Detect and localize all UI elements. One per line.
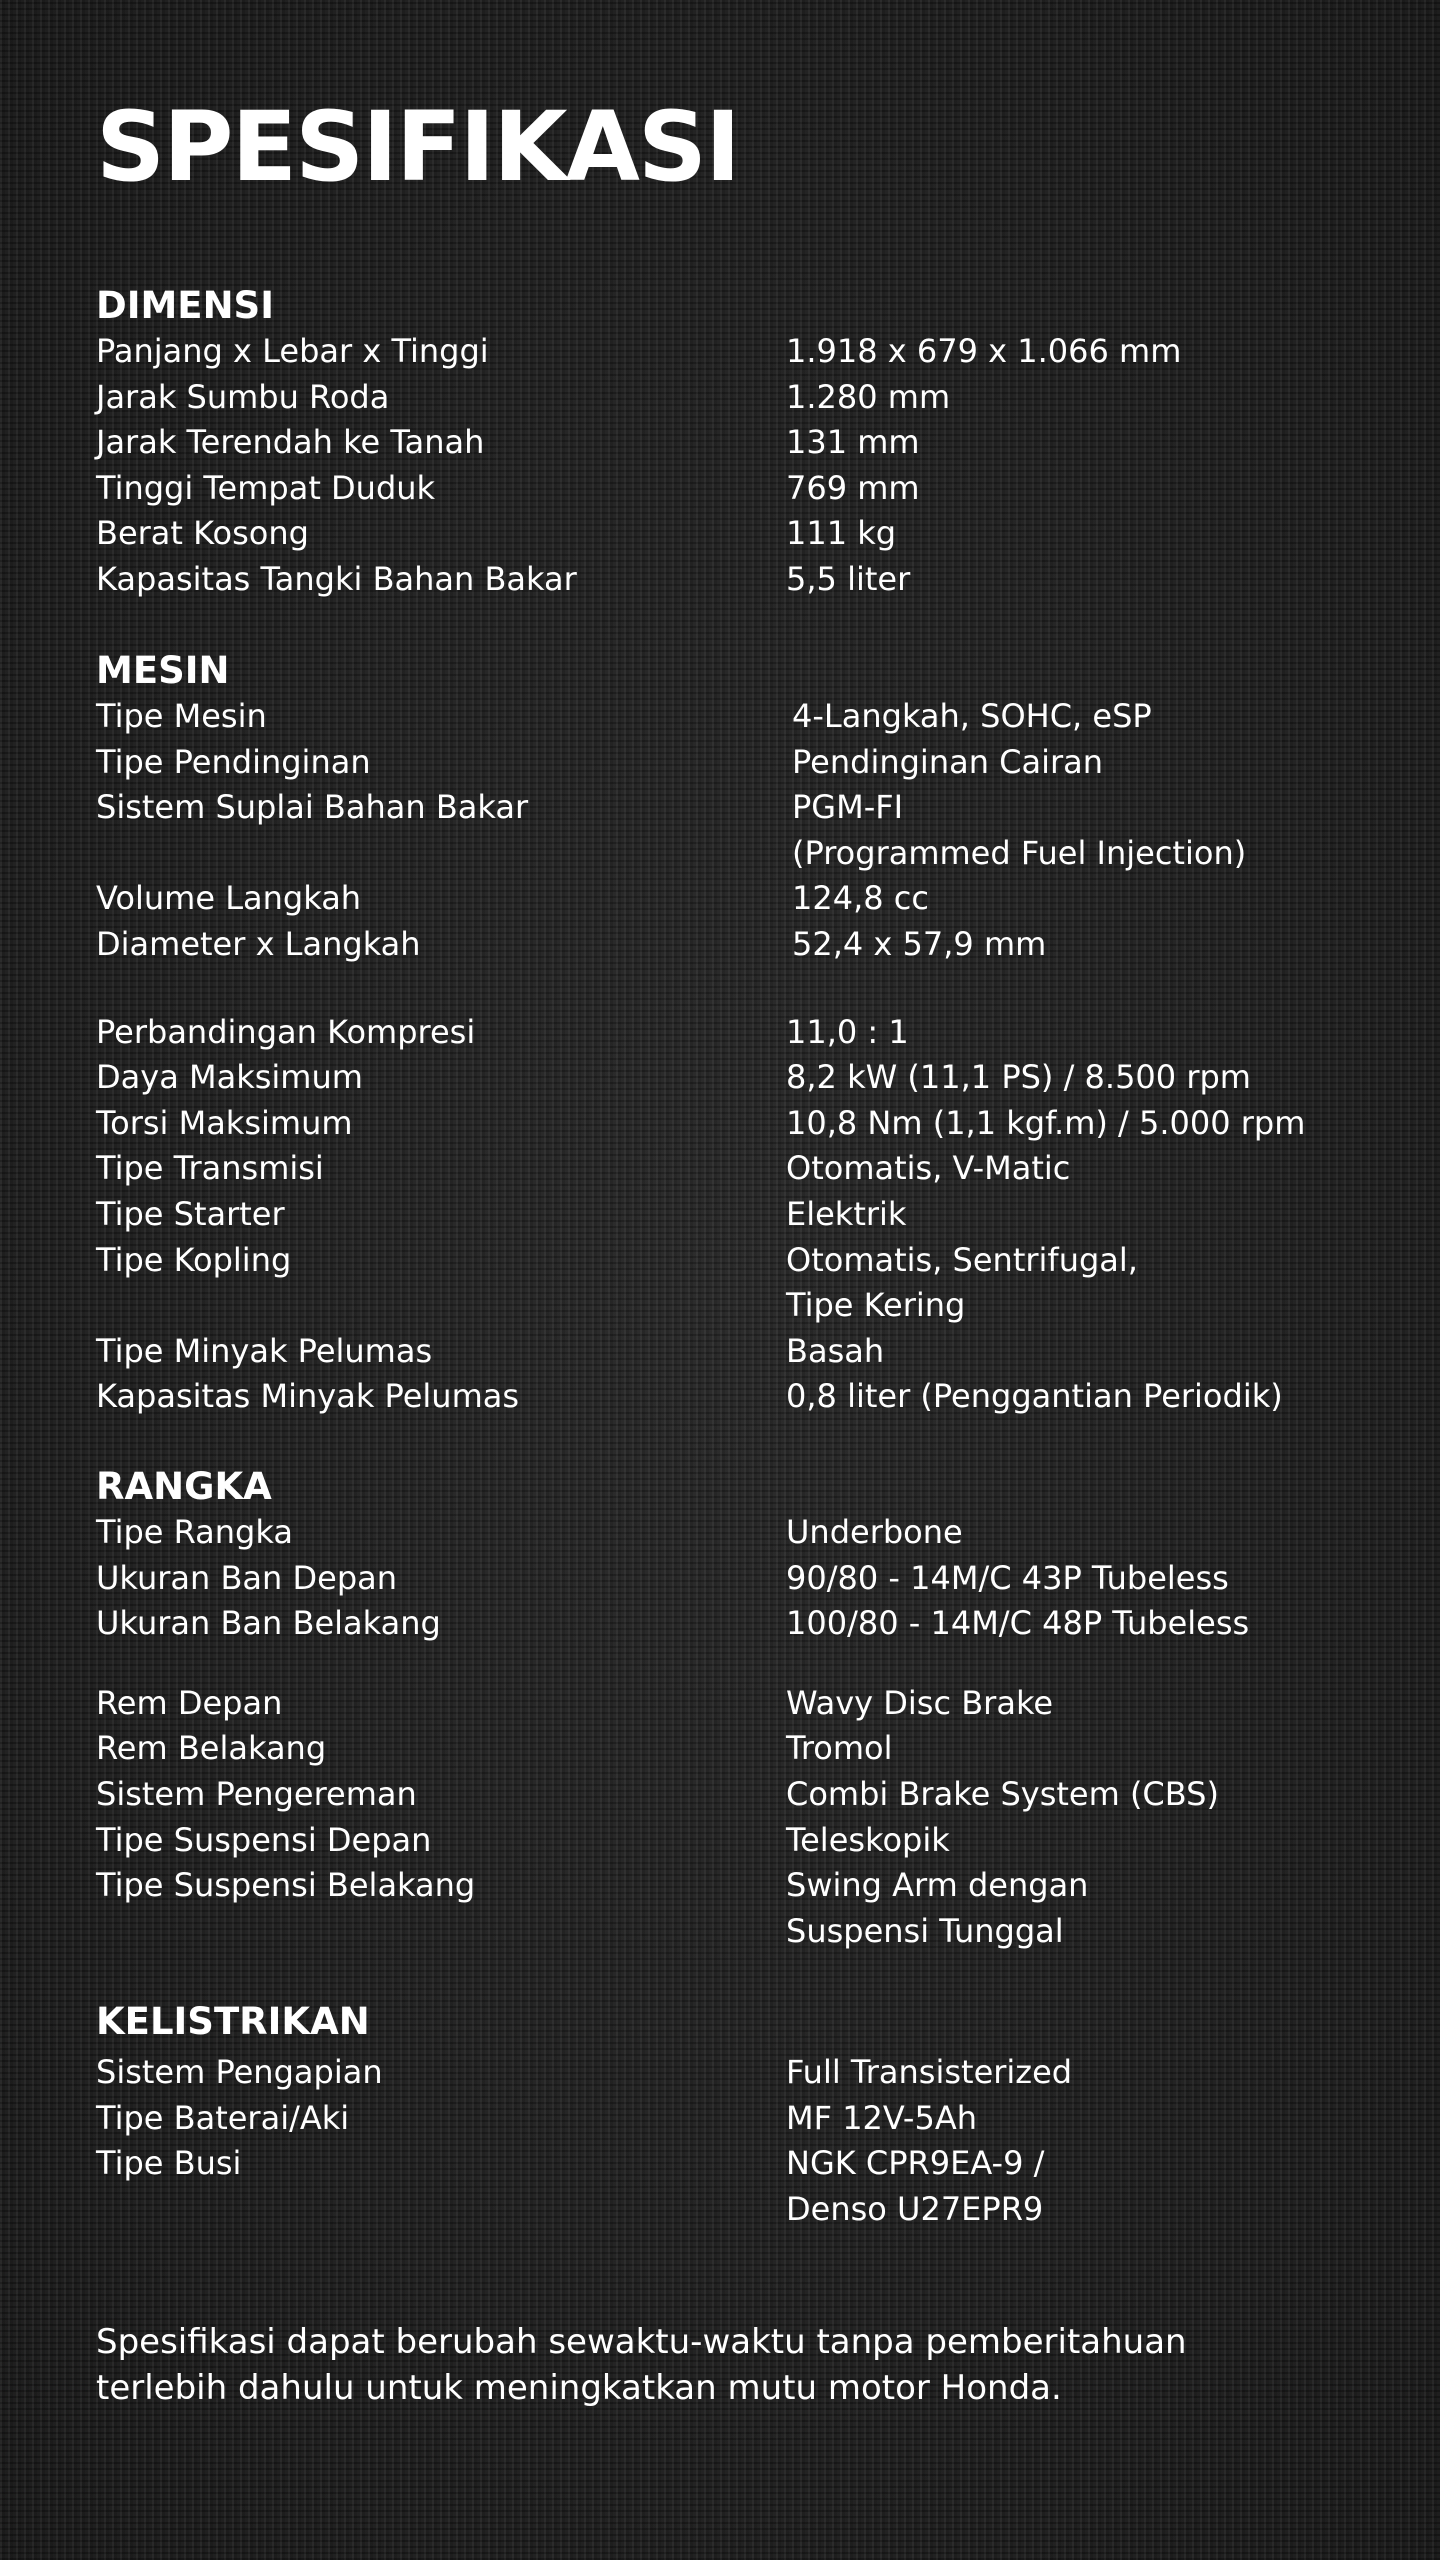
disclaimer-footnote: [96, 2320, 1356, 2411]
spec-value: 131 mm: [786, 423, 920, 462]
section-rangka: [96, 1464, 1356, 1954]
spec-label: Ukuran Ban Depan: [96, 1558, 398, 1597]
spec-label: Tipe Mesin: [96, 697, 267, 735]
spec-label: Berat Kosong: [96, 514, 309, 553]
spec-label: Tipe Starter: [96, 1194, 285, 1233]
spec-value: 0,8 liter (Penggantian Periodik): [786, 1377, 1283, 1416]
spec-row: [96, 466, 1356, 512]
spec-label: Tipe Baterai/Aki: [96, 2098, 350, 2137]
spec-value: Pendinginan Cairan: [792, 742, 1104, 781]
spec-row: [96, 329, 1356, 375]
spec-value-line: PGM-FI: [792, 788, 904, 827]
spec-row: [96, 694, 1356, 740]
spec-value: Combi Brake System (CBS): [786, 1774, 1219, 1813]
spec-label: Perbandingan Kompresi: [96, 1012, 476, 1051]
spec-row: [96, 2096, 1356, 2142]
spec-label: Sistem Suplai Bahan Bakar: [96, 788, 529, 827]
spec-label: Tipe Suspensi Belakang: [96, 1866, 476, 1905]
spec-label: Tipe Rangka: [96, 1513, 293, 1551]
spec-row: [96, 511, 1356, 557]
spec-value: [786, 1863, 1088, 1954]
spec-value: 100/80 - 14M/C 48P Tubeless: [786, 1604, 1250, 1643]
spec-value: Teleskopik: [786, 1820, 950, 1859]
spec-row: [96, 1863, 1356, 1954]
page-title: SPESIFIKASI: [96, 91, 739, 203]
spec-row: [96, 1329, 1356, 1375]
spec-label: Ukuran Ban Belakang: [96, 1604, 441, 1643]
spec-row: [96, 785, 1356, 876]
spec-label: Tipe Pendinginan: [96, 742, 371, 781]
spec-label: Daya Maksimum: [96, 1058, 363, 1097]
section-mesin: [96, 648, 1356, 1420]
spec-row: [96, 922, 1356, 968]
spec-label: Tipe Busi: [96, 2144, 242, 2183]
spec-value: 8,2 kW (11,1 PS) / 8.500 rpm: [786, 1058, 1251, 1097]
spec-value: 1.280 mm: [786, 377, 951, 416]
spec-row: [96, 557, 1356, 603]
spec-label: Jarak Terendah ke Tanah: [96, 423, 485, 462]
spec-value: 4-Langkah, SOHC, eSP: [792, 697, 1152, 735]
spec-row: [96, 1010, 1356, 1056]
spec-value: [792, 785, 1246, 876]
spec-label: Volume Langkah: [96, 879, 362, 918]
spacer: [96, 1647, 1356, 1681]
spec-label: Tinggi Tempat Duduk: [96, 468, 436, 507]
spec-row: [96, 420, 1356, 466]
spec-label: Torsi Maksimum: [96, 1103, 353, 1142]
spec-row: [96, 1772, 1356, 1818]
spec-row: [96, 2141, 1356, 2232]
section-heading: KELISTRIKAN: [96, 2000, 370, 2043]
spec-label: Tipe Minyak Pelumas: [96, 1331, 433, 1370]
section-heading: MESIN: [96, 649, 230, 692]
section-dimensi: [96, 283, 1356, 603]
spec-row: [96, 1681, 1356, 1727]
spec-value-line: NGK CPR9EA-9 /: [786, 2144, 1045, 2183]
spec-label: Panjang x Lebar x Tinggi: [96, 332, 489, 370]
spec-sheet: [96, 0, 1356, 2560]
spec-value: 769 mm: [786, 468, 920, 507]
spec-row: [96, 1192, 1356, 1238]
spec-value: Otomatis, V-Matic: [786, 1149, 1071, 1188]
spec-label: Tipe Transmisi: [96, 1149, 324, 1188]
section-heading: DIMENSI: [96, 284, 274, 327]
spec-row: [96, 1601, 1356, 1647]
spec-value: Basah: [786, 1331, 885, 1370]
spec-label: Jarak Sumbu Roda: [96, 377, 390, 416]
spec-row: [96, 740, 1356, 786]
spec-label: Rem Depan: [96, 1683, 283, 1722]
spec-row: [96, 1818, 1356, 1864]
section-kelistrikan: [96, 1999, 1356, 2232]
spec-value-line: Otomatis, Sentrifugal,: [786, 1240, 1138, 1279]
spec-value-line: (Programmed Fuel Injection): [792, 833, 1247, 872]
spec-value: Tromol: [786, 1729, 893, 1768]
spec-row: [96, 1556, 1356, 1602]
spec-row: [96, 1374, 1356, 1420]
spec-row: [96, 1146, 1356, 1192]
spec-label: Kapasitas Tangki Bahan Bakar: [96, 559, 577, 598]
spec-row: [96, 1101, 1356, 1147]
spec-row: [96, 1510, 1356, 1556]
spec-value: 124,8 cc: [792, 879, 929, 918]
spec-value: 1.918 x 679 x 1.066 mm: [786, 332, 1182, 370]
footnote-line: terlebih dahulu untuk meningkatkan mutu motor Honda.: [96, 2367, 1062, 2408]
spec-value: 5,5 liter: [786, 559, 911, 598]
spec-label: Diameter x Langkah: [96, 924, 421, 963]
section-heading: RANGKA: [96, 1465, 272, 1508]
spec-label: Kapasitas Minyak Pelumas: [96, 1377, 520, 1416]
spec-label: Sistem Pengereman: [96, 1774, 417, 1813]
spec-row: [96, 375, 1356, 421]
spec-row: [96, 876, 1356, 922]
spec-label: Tipe Kopling: [96, 1240, 292, 1279]
spacer: [96, 968, 1356, 1010]
spec-row: [96, 1726, 1356, 1772]
spec-value: MF 12V-5Ah: [786, 2098, 977, 2137]
spec-value-line: Swing Arm dengan: [786, 1866, 1089, 1905]
spec-value: Wavy Disc Brake: [786, 1683, 1054, 1722]
spec-label: Rem Belakang: [96, 1729, 327, 1768]
spec-value: [786, 2141, 1044, 2232]
spec-value-line: Denso U27EPR9: [786, 2189, 1044, 2228]
spec-value: 52,4 x 57,9 mm: [792, 924, 1047, 963]
spec-label: Tipe Suspensi Depan: [96, 1820, 432, 1859]
spec-value-line: Suspensi Tunggal: [786, 1911, 1064, 1950]
spec-value: Full Transisterized: [786, 2053, 1073, 2091]
spec-value: 10,8 Nm (1,1 kgf.m) / 5.000 rpm: [786, 1103, 1306, 1142]
spec-row: [96, 1238, 1356, 1329]
footnote-line: Spesifikasi dapat berubah sewaktu-waktu tanpa pemberitahuan: [96, 2322, 1187, 2362]
spec-value: 111 kg: [786, 514, 897, 553]
spec-value: 90/80 - 14M/C 43P Tubeless: [786, 1558, 1229, 1597]
spec-row: [96, 2050, 1356, 2096]
spec-value: Elektrik: [786, 1194, 907, 1233]
spec-value: 11,0 : 1: [786, 1012, 909, 1051]
spec-value: [786, 1238, 1138, 1329]
spec-label: Sistem Pengapian: [96, 2053, 383, 2091]
spec-row: [96, 1055, 1356, 1101]
spec-value-line: Tipe Kering: [786, 1286, 966, 1325]
spec-value: Underbone: [786, 1513, 963, 1551]
